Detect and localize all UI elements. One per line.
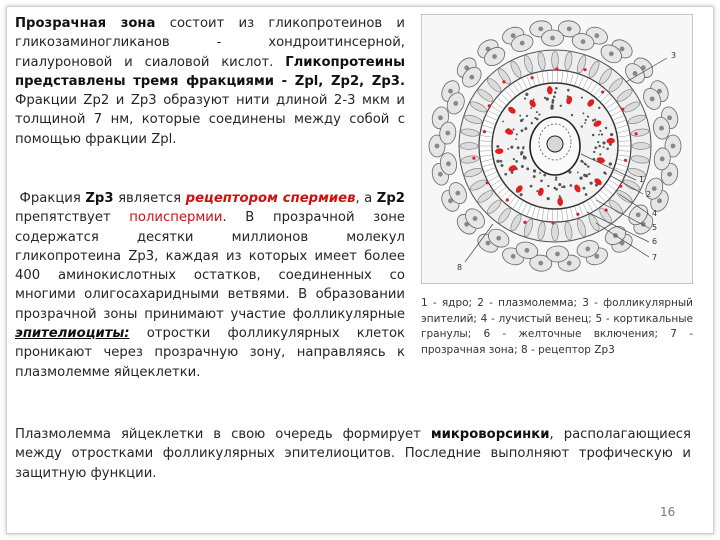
yolk-inclusion	[510, 146, 513, 149]
yolk-inclusion	[519, 115, 521, 117]
yolk-inclusion	[587, 116, 589, 118]
zp3-receptor-dot	[621, 108, 624, 111]
follicular-cell-nucleus	[585, 247, 590, 252]
follicular-cell-nucleus	[453, 101, 458, 106]
text-span: отростки фолликулярных клеток проникают через прозрачную зону, направляясь к плазмолемме яйцеклетки.	[15, 326, 405, 380]
yolk-inclusion	[605, 173, 607, 175]
zp3-receptor-dot	[634, 132, 637, 135]
yolk-inclusion	[581, 125, 583, 127]
yolk-inclusion	[515, 138, 517, 140]
zp3-receptor-dot	[551, 221, 554, 224]
zp3-receptor-dot	[483, 130, 486, 133]
text-span: является	[113, 191, 186, 206]
yolk-inclusion	[554, 187, 557, 190]
follicular-cell-nucleus	[594, 254, 599, 259]
follicular-cell-nucleus	[660, 157, 665, 162]
yolk-inclusion	[593, 151, 595, 153]
yolk-inclusion	[592, 134, 595, 137]
corona-cell	[552, 223, 559, 241]
follicular-cell-nucleus	[445, 131, 450, 136]
yolk-inclusion	[603, 146, 605, 148]
yolk-inclusion	[547, 185, 549, 187]
yolk-inclusion	[554, 91, 557, 94]
text-span: состоит из гликопротеинов и гликозаминогликанов - хондроитинсерной, гиалуроновой и сиаловой кислот.	[15, 16, 405, 70]
yolk-inclusion	[520, 153, 523, 156]
yolk-inclusion	[601, 133, 603, 135]
yolk-inclusion	[536, 111, 538, 113]
follicular-cell-nucleus	[538, 261, 543, 266]
yolk-inclusion	[585, 119, 587, 121]
figure-label-3: 3	[671, 51, 677, 60]
yolk-inclusion	[515, 160, 518, 163]
yolk-inclusion	[588, 173, 590, 175]
follicular-cell-nucleus	[550, 36, 555, 41]
yolk-inclusion	[587, 165, 589, 167]
zp3-receptor-dot	[604, 209, 607, 212]
zp3-receptor-dot	[619, 185, 622, 188]
follicular-cell-nucleus	[667, 115, 672, 120]
follicular-cell-nucleus	[496, 236, 501, 241]
term-polyspermy: полиспермии	[129, 210, 223, 226]
yolk-inclusion	[599, 130, 601, 132]
figure-caption: 1 - ядро; 2 - плазмолемма; 3 - фолликулярный эпителий; 4 - лучистый венец; 5 - кортикальные гранулы; 6 - желточные включения; 7 - прозрачная зона; 8 - рецептор Zp3	[421, 297, 693, 356]
follicular-cell-nucleus	[620, 46, 625, 51]
yolk-inclusion	[500, 160, 503, 163]
corona-cell	[552, 51, 559, 69]
yolk-inclusion	[526, 115, 528, 117]
yolk-inclusion	[543, 174, 546, 177]
yolk-inclusion	[598, 145, 601, 148]
paragraph-zp3-receptor	[15, 189, 405, 382]
zp3-receptor-dot	[531, 76, 534, 79]
yolk-inclusion	[605, 127, 607, 129]
yolk-inclusion	[577, 172, 579, 174]
corona-cell	[632, 143, 650, 150]
yolk-inclusion	[610, 133, 613, 136]
yolk-inclusion	[583, 174, 586, 177]
yolk-inclusion	[533, 175, 536, 178]
zp3-receptor-dot	[583, 68, 586, 71]
text-span: , а	[355, 191, 377, 206]
follicular-cell-nucleus	[636, 212, 641, 217]
yolk-inclusion	[582, 161, 584, 163]
follicular-cell-nucleus	[455, 191, 460, 196]
yolk-inclusion	[522, 119, 524, 121]
yolk-inclusion	[555, 176, 557, 178]
figure-label-2: 2	[646, 190, 652, 199]
follicular-cell-nucleus	[448, 89, 453, 94]
yolk-inclusion	[536, 190, 538, 192]
yolk-inclusion	[604, 142, 606, 144]
follicular-cell-nucleus	[633, 71, 638, 76]
yolk-inclusion	[598, 134, 600, 136]
yolk-inclusion	[513, 128, 515, 130]
yolk-inclusion	[582, 187, 585, 190]
follicular-cell-nucleus	[567, 26, 572, 31]
follicular-cell-nucleus	[538, 26, 543, 31]
yolk-inclusion	[558, 183, 561, 186]
yolk-inclusion	[547, 197, 550, 200]
yolk-inclusion	[594, 146, 597, 149]
yolk-inclusion	[581, 97, 583, 99]
yolk-inclusion	[502, 121, 504, 123]
text-span: Фракция	[19, 191, 86, 206]
follicular-cell-nucleus	[438, 115, 443, 120]
text-span: Плазмолемма яйцеклетки в свою очередь формирует	[15, 427, 431, 442]
yolk-inclusion	[546, 97, 549, 100]
zp3-receptor-dot	[488, 104, 491, 107]
follicular-cell-nucleus	[609, 51, 614, 56]
zp3-receptor-dot	[502, 80, 505, 83]
follicular-cell-nucleus	[667, 172, 672, 177]
page-number: 16	[660, 505, 676, 519]
follicular-cell-nucleus	[594, 33, 599, 38]
figure-label-5: 5	[652, 223, 658, 232]
follicular-cell-nucleus	[435, 144, 440, 149]
yolk-inclusion	[594, 118, 596, 120]
oocyte-illustration	[421, 14, 693, 284]
nucleolus	[547, 136, 563, 152]
yolk-inclusion	[540, 179, 543, 182]
figure-label-6: 6	[652, 237, 658, 246]
zp3-receptor-dot	[576, 213, 579, 216]
follicular-cell-nucleus	[486, 241, 491, 246]
yolk-inclusion	[563, 185, 566, 188]
yolk-inclusion	[555, 87, 558, 90]
paragraph-plasmalemma	[15, 425, 691, 483]
follicular-cell-nucleus	[511, 33, 516, 38]
yolk-inclusion	[522, 147, 524, 149]
yolk-inclusion	[526, 167, 529, 170]
yolk-inclusion	[585, 164, 587, 166]
follicular-cell-nucleus	[657, 198, 662, 203]
yolk-inclusion	[597, 141, 599, 143]
yolk-inclusion	[609, 162, 612, 165]
follicular-cell-nucleus	[567, 261, 572, 266]
yolk-inclusion	[525, 93, 528, 96]
yolk-inclusion	[507, 148, 509, 150]
term-sperm-receptor: рецептором спермиев	[185, 191, 356, 206]
follicular-cell-nucleus	[555, 252, 560, 257]
yolk-inclusion	[582, 112, 584, 114]
yolk-inclusion	[521, 165, 524, 168]
follicular-cell-nucleus	[511, 254, 516, 259]
yolk-inclusion	[561, 186, 563, 188]
follicular-cell-nucleus	[469, 75, 474, 80]
follicular-cell-nucleus	[438, 172, 443, 177]
yolk-inclusion	[590, 182, 593, 185]
text-span: , располагающиеся между отростками фолликулярных эпителиоцитов. Последние выполняют трофическую и защитную функции.	[15, 427, 691, 481]
yolk-inclusion	[504, 173, 507, 176]
figure-label-8: 8	[457, 263, 463, 272]
yolk-inclusion	[567, 89, 570, 92]
term-zona-pellucida: Прозрачная зона	[15, 16, 156, 31]
follicular-cell-nucleus	[492, 54, 497, 59]
oocyte-figure	[421, 14, 693, 284]
yolk-inclusion	[559, 195, 561, 197]
term-glycoproteins: Гликопротеины представлены тремя фракциями - Zpl, Zp2, Zp3.	[15, 54, 405, 89]
yolk-inclusion	[551, 104, 554, 107]
term-zp2: Zp2	[376, 191, 405, 206]
paragraph-zona-pellucida	[15, 14, 405, 149]
yolk-inclusion	[533, 169, 536, 172]
yolk-inclusion	[516, 133, 518, 135]
yolk-inclusion	[539, 172, 541, 174]
yolk-inclusion	[530, 185, 533, 188]
zp3-receptor-dot	[624, 159, 627, 162]
term-epitheliocytes: эпителиоциты:	[15, 326, 130, 342]
zp3-receptor-dot	[555, 67, 558, 70]
yolk-inclusion	[552, 99, 555, 102]
corona-cell	[460, 143, 478, 150]
yolk-inclusion	[599, 153, 601, 155]
figure-label-1: 1	[639, 175, 645, 184]
zp3-receptor-dot	[601, 90, 604, 93]
zp3-receptor-dot	[486, 181, 489, 184]
yolk-inclusion	[513, 158, 515, 160]
follicular-cell-nucleus	[520, 41, 525, 46]
yolk-inclusion	[531, 122, 533, 124]
follicular-cell-nucleus	[650, 97, 655, 102]
yolk-inclusion	[534, 117, 536, 119]
yolk-inclusion	[579, 176, 582, 179]
yolk-inclusion	[585, 193, 588, 196]
yolk-inclusion	[598, 107, 600, 109]
text-span: препятствует	[15, 210, 130, 226]
yolk-inclusion	[496, 160, 499, 163]
term-microvilli: микроворсинки	[430, 427, 550, 442]
yolk-inclusion	[501, 164, 504, 167]
follicular-cell-nucleus	[473, 216, 478, 221]
yolk-inclusion	[496, 145, 499, 148]
yolk-inclusion	[517, 146, 520, 149]
follicular-cell-nucleus	[525, 248, 530, 253]
yolk-inclusion	[584, 122, 586, 124]
yolk-inclusion	[520, 193, 523, 196]
zp3-receptor-dot	[523, 221, 526, 224]
follicular-cell-nucleus	[581, 39, 586, 44]
follicular-cell-nucleus	[652, 186, 657, 191]
text-span: Фракции Zp2 и Zp3 образуют нити длиной 2-3 мкм и толщиной 7 нм, которые соединены между собой с помощью фракции Zpl.	[15, 93, 405, 147]
follicular-cell-nucleus	[446, 161, 451, 166]
yolk-inclusion	[571, 114, 573, 116]
zp3-receptor-dot	[472, 157, 475, 160]
yolk-inclusion	[606, 148, 609, 151]
follicular-cell-nucleus	[671, 144, 676, 149]
yolk-inclusion	[530, 107, 532, 109]
yolk-inclusion	[521, 129, 524, 132]
yolk-inclusion	[555, 178, 557, 180]
figure-label-7: 7	[652, 253, 658, 262]
yolk-inclusion	[524, 97, 526, 99]
yolk-inclusion	[538, 114, 540, 116]
yolk-inclusion	[523, 156, 526, 159]
yolk-inclusion	[524, 127, 527, 130]
zp3-receptor-dot	[506, 198, 509, 201]
figure-label-4: 4	[652, 209, 658, 218]
yolk-inclusion	[570, 184, 573, 187]
follicular-cell-nucleus	[659, 126, 664, 131]
term-zp3: Zp3	[85, 191, 114, 206]
yolk-inclusion	[560, 105, 562, 107]
yolk-inclusion	[553, 95, 556, 98]
text-span: . В прозрачной зоне содержатся десятки миллионов молекул гликопротеина Zp3, каждая из которых имеет более 400 аминокислотных остатков, соединенных со многими олигосахаридными ветвями. В образовании прозрачной зоны принимают участие фолликулярные	[15, 210, 405, 322]
